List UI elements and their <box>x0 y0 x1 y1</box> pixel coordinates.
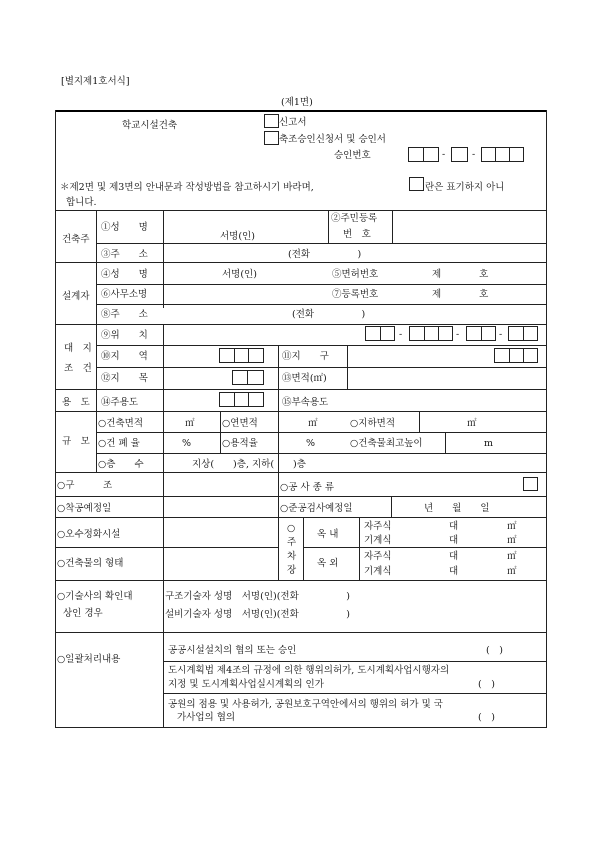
owner-address-label: ③주 소 <box>101 249 148 260</box>
owner-name-label: ①성 명 <box>101 222 148 233</box>
designer-name-label: ④성 명 <box>101 269 148 280</box>
bulk-item-2-line2: 지정 및 도시계획사업실시계획의 인가 <box>168 679 324 690</box>
far-label: ○용적율 <box>222 438 258 449</box>
site-location-label: ⑨위 치 <box>101 330 148 341</box>
scale-section-label: 규 모 <box>62 436 90 447</box>
max-height-label: ○건축물최고높이 <box>350 438 423 449</box>
bulk-item-1-mark[interactable]: ( ) <box>486 645 503 656</box>
approval-no-box-2[interactable] <box>451 147 468 162</box>
approval-no-box-1[interactable] <box>408 147 439 162</box>
designer-office-label: ⑥사무소명 <box>101 289 148 300</box>
permit-option-label: 축조승인신청서 및 승인서 <box>279 134 386 145</box>
instruction-note-tail: 란은 표기하지 아니 <box>425 182 505 193</box>
district-code-box[interactable] <box>494 348 538 363</box>
site-zone-label: ⑩지 역 <box>101 351 148 362</box>
instruction-note-line2: 합니다. <box>66 197 97 208</box>
owner-section-label: 건축주 <box>62 234 90 245</box>
floors-label: ○층 수 <box>98 459 144 470</box>
parking-indoor-label: 옥 내 <box>317 529 339 540</box>
site-landarea-label: ⑬면적(㎡) <box>282 373 327 384</box>
site-section-label-2: 조 건 <box>64 363 92 374</box>
bulk-item-2-mark[interactable]: ( ) <box>478 679 495 690</box>
engineer-label-1: ○기술사의 확인대 <box>57 591 133 602</box>
sub-usage-label: ⑮부속용도 <box>282 397 329 408</box>
work-type-label: ○공 사 종 류 <box>280 482 335 493</box>
parking-label: ○ <box>287 523 296 534</box>
sewage-facility-label: ○오수정화시설 <box>57 529 121 540</box>
zone-code-box[interactable] <box>219 348 264 363</box>
table-right-border <box>546 110 547 728</box>
form-reference: [별지제1호서식] <box>61 76 130 87</box>
table-bottom-border <box>55 727 547 728</box>
bulk-processing-label: ○일괄처리내용 <box>57 654 121 665</box>
landcat-code-box[interactable] <box>232 370 264 385</box>
designer-license-label: ⑤면허번호 <box>332 269 379 280</box>
mechanical-engineer-line: 설비기술자 성명 서명(인)(전화 ) <box>165 609 350 620</box>
owner-sign: 서명(인) <box>220 231 255 242</box>
location-box-2[interactable] <box>409 326 453 341</box>
bulk-item-3-line2: 가사업의 협의 <box>177 712 236 723</box>
bulk-item-1: 공공시설설치의 협의 또는 승인 <box>168 645 297 656</box>
report-option-label: 신고서 <box>279 117 307 128</box>
usage-section-label: 용 도 <box>62 397 90 408</box>
site-district-label: ⑪지 구 <box>282 351 329 362</box>
engineer-label-2: 상인 경우 <box>63 608 103 619</box>
table-top-border <box>55 110 547 112</box>
building-shape-label: ○건축물의 형태 <box>57 558 124 569</box>
designer-address-label: ⑧주 소 <box>101 309 148 320</box>
permit-checkbox[interactable] <box>264 131 279 145</box>
structural-engineer-line: 구조기술자 성명 서명(인)(전화 ) <box>165 591 350 602</box>
owner-rrn-label: ②주민등록 <box>331 213 378 224</box>
structure-label: ○구 조 <box>57 480 113 491</box>
report-checkbox[interactable] <box>264 114 279 128</box>
owner-phone: (전화 ) <box>288 249 362 260</box>
location-box-4[interactable] <box>508 326 538 341</box>
table-left-border <box>55 110 56 728</box>
designer-reg-label: ⑦등록번호 <box>332 289 379 300</box>
instruction-note: ＊제2면 및 제3면의 안내문과 작성방법을 참고하시기 바라며, <box>60 182 314 193</box>
approval-no-box-3[interactable] <box>481 147 524 162</box>
form-type-title: 학교시설건축 <box>122 120 178 131</box>
bulk-item-3-line1: 공원의 점용 및 사용허가, 공원보호구역안에서의 행위의 허가 및 국 <box>168 699 443 710</box>
site-landcat-label: ⑫지 목 <box>101 373 148 384</box>
approval-number-label: 승인번호 <box>334 150 371 161</box>
divider <box>55 210 547 211</box>
location-box-3[interactable] <box>466 326 496 341</box>
completion-date-label: ○준공검사예정일 <box>280 503 353 514</box>
floor-area-label: ○연면적 <box>222 418 258 429</box>
site-section-label-1: 대 지 <box>64 343 92 354</box>
location-box-1[interactable] <box>365 326 395 341</box>
page-label: (제1면) <box>281 97 313 108</box>
note-shaded-box-icon <box>409 177 424 191</box>
building-area-label: ○건축면적 <box>98 418 143 429</box>
main-usage-code-box[interactable] <box>219 392 264 407</box>
coverage-label: ○건 폐 율 <box>98 438 140 449</box>
bulk-item-3-mark[interactable]: ( ) <box>478 712 495 723</box>
bulk-item-2-line1: 도시계획법 제4조의 규정에 의한 행위의허가, 도시계획사업시행자의 <box>168 665 450 676</box>
basement-area-label: ○지하면적 <box>350 418 395 429</box>
designer-section-label: 설계자 <box>62 291 90 302</box>
work-type-code-box[interactable] <box>523 477 538 491</box>
main-usage-label: ⑭주용도 <box>101 397 139 408</box>
floors-value: 지상( )층, 지하( )층 <box>192 459 306 470</box>
parking-outdoor-label: 옥 외 <box>317 558 339 569</box>
completion-date-value: 년 월 일 <box>424 503 490 514</box>
start-date-label: ○착공예정일 <box>57 503 112 514</box>
